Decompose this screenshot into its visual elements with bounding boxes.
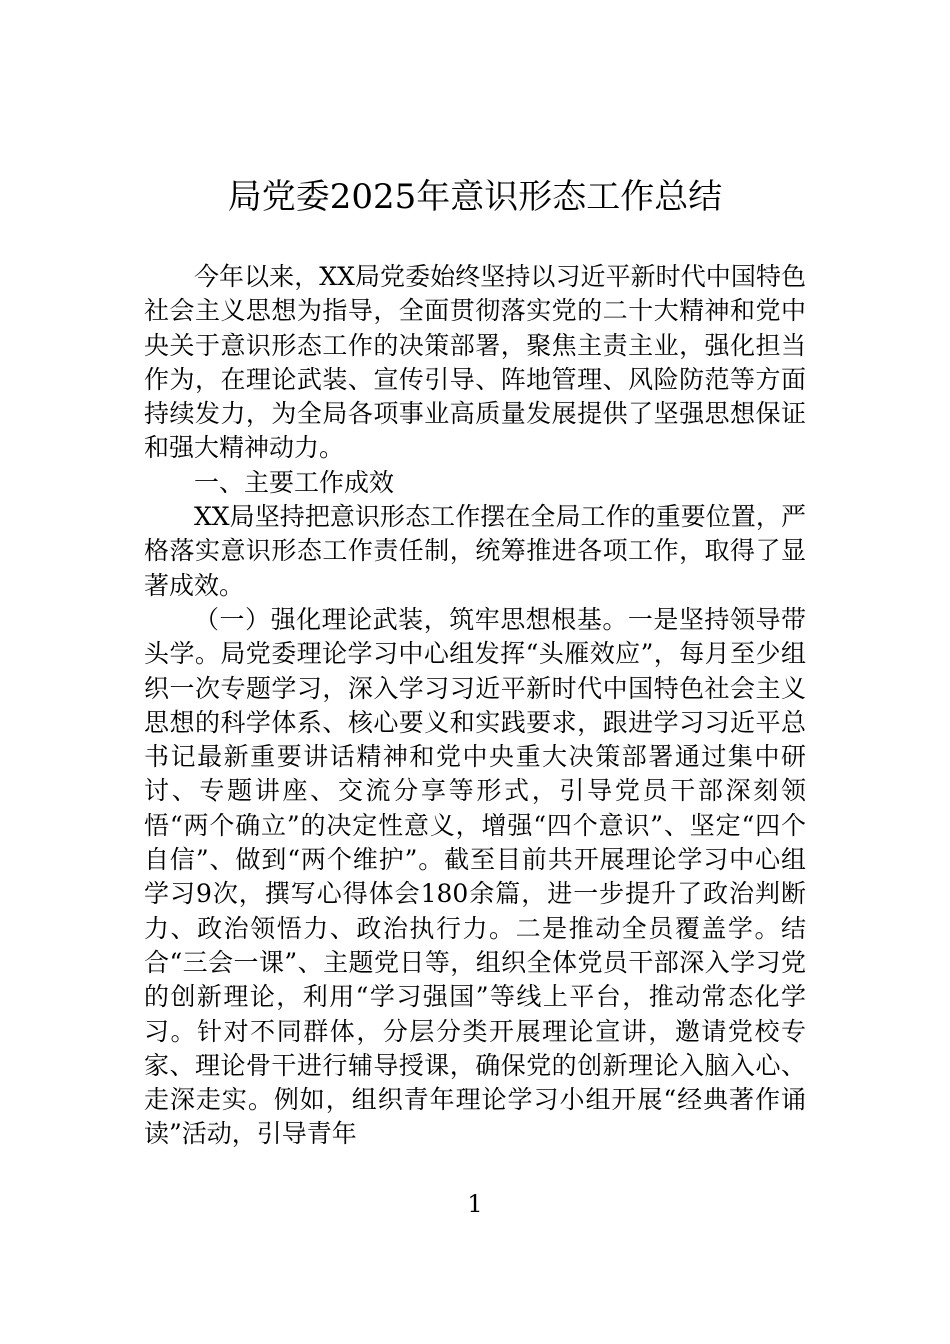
- document-title: 局党委2025年意识形态工作总结: [227, 177, 723, 217]
- section-heading: 一、主要工作成效: [194, 467, 395, 497]
- paragraph-section-summary: XX局坚持把意识形态工作摆在全局工作的重要位置，严格落实意识形态工作责任制，统筹推进各项工作，取得了显著成效。: [144, 502, 806, 600]
- document-body: [144, 260, 806, 1152]
- paragraph-subsection-1: （一）强化理论武装，筑牢思想根基。一是坚持领导带头学。局党委理论学习中心组发挥“头雁效应”，每月至少组织一次专题学习，深入学习习近平新时代中国特色社会主义思想的科学体系、核心要义和实践要求，跟进学习习近平总书记最新重要讲话精神和党中央重大决策部署通过集中研讨、专题讲座、交流分享等形式，引导党员干部深刻领悟“两个确立”的决定性意义，增强“四个意识”、坚定“四个自信”、做到“两个维护”。截至目前共开展理论学习中心组学习9次，撰写心得体会180余篇，进一步提升了政治判断力、政治领悟力、政治执行力。二是推动全员覆盖学。结合“三会一课”、主题党日等，组织全体党员干部深入学习党的创新理论，利用“学习强国”等线上平台，推动常态化学习。针对不同群体，分层分类开展理论宣讲，邀请党校专家、理论骨干进行辅导授课，确保党的创新理论入脑入心、走深走实。例如，组织青年理论学习小组开展“经典著作诵读”活动，引导青年: [144, 604, 806, 1149]
- paragraph-intro: 今年以来，XX局党委始终坚持以习近平新时代中国特色社会主义思想为指导，全面贯彻落实党的二十大精神和党中央关于意识形态工作的决策部署，聚焦主责主业，强化担当作为，在理论武装、宣传引导、阵地管理、风险防范等方面持续发力，为全局各项事业高质量发展提供了坚强思想保证和强大精神动力。: [144, 262, 806, 463]
- page-number: 1: [467, 1190, 483, 1218]
